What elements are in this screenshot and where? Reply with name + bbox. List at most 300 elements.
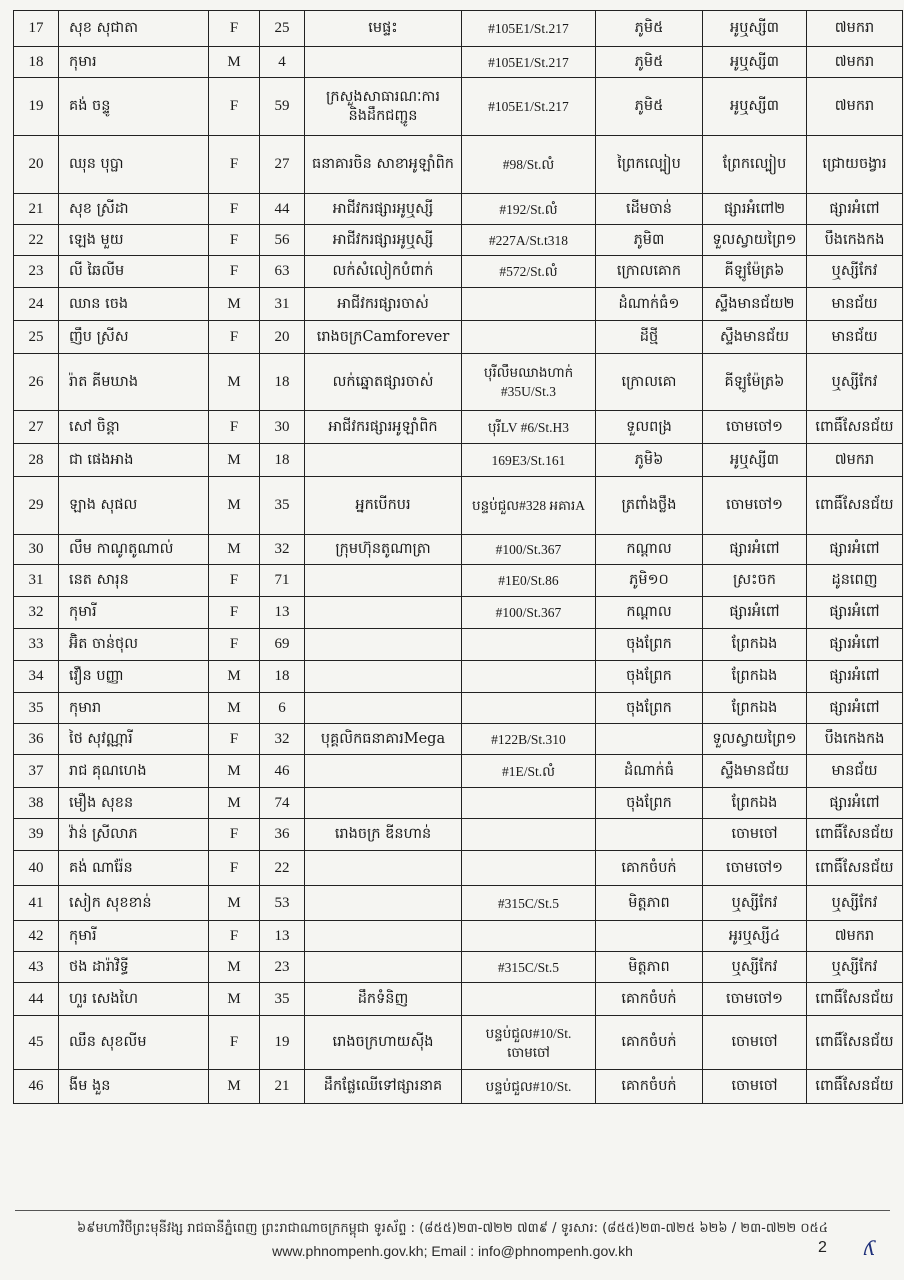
village-cell: គោកចំបក់ bbox=[596, 983, 703, 1016]
khan-cell: ពោធិ៍សែនជ័យ bbox=[807, 851, 903, 886]
occupation-cell bbox=[305, 597, 462, 629]
address-cell: #1E/St.លំ bbox=[462, 755, 596, 788]
address-cell bbox=[462, 661, 596, 693]
handwritten-initials: ʎ bbox=[864, 1236, 876, 1260]
age-cell: 36 bbox=[260, 819, 305, 851]
address-cell bbox=[462, 288, 596, 321]
khan-cell: ពោធិ៍សែនជ័យ bbox=[807, 1016, 903, 1070]
khan-cell: ផ្សារអំពៅ bbox=[807, 194, 903, 225]
sangkat-cell: ស្ទឹងមានជ័យ bbox=[703, 755, 807, 788]
row-number: 28 bbox=[14, 444, 59, 477]
age-cell: 27 bbox=[260, 136, 305, 194]
table-row bbox=[14, 321, 903, 354]
occupation-cell bbox=[305, 886, 462, 921]
khan-cell: ឬស្សីកែវ bbox=[807, 886, 903, 921]
table-row bbox=[14, 661, 903, 693]
village-cell bbox=[596, 921, 703, 952]
village-cell: កណ្តាល bbox=[596, 535, 703, 565]
address-cell: #105E1/St.217 bbox=[462, 47, 596, 78]
sangkat-cell: ចោមចៅ bbox=[703, 1070, 807, 1104]
name-cell: ថង ដារ៉ាវិទ្ធី bbox=[59, 952, 209, 983]
table-body bbox=[14, 11, 903, 1104]
khan-cell: មានជ័យ bbox=[807, 755, 903, 788]
table-row bbox=[14, 921, 903, 952]
occupation-cell: លក់ឆ្នោតផ្សារចាស់ bbox=[305, 354, 462, 411]
address-cell: #315C/St.5 bbox=[462, 886, 596, 921]
table-row bbox=[14, 819, 903, 851]
village-cell: ភូមិ៥ bbox=[596, 11, 703, 47]
khan-cell: ផ្សារអំពៅ bbox=[807, 661, 903, 693]
occupation-cell: រោងចក្រCamforever bbox=[305, 321, 462, 354]
row-number: 29 bbox=[14, 477, 59, 535]
village-cell: ភូមិ៣ bbox=[596, 225, 703, 256]
sangkat-cell: ចោមចៅ bbox=[703, 1016, 807, 1070]
name-cell: រ៉ាត គីមឃាង bbox=[59, 354, 209, 411]
occupation-cell: ធនាគារចិន សាខាអូឡាំពិក bbox=[305, 136, 462, 194]
sangkat-cell: ស្រះចក bbox=[703, 565, 807, 597]
address-cell: បន្ទប់ជួល#328 អគារA bbox=[462, 477, 596, 535]
name-cell: ជា ផេងអាង bbox=[59, 444, 209, 477]
address-cell: #572/St.លំ bbox=[462, 256, 596, 288]
row-number: 22 bbox=[14, 225, 59, 256]
age-cell: 18 bbox=[260, 354, 305, 411]
name-cell: សៅ ចិន្តា bbox=[59, 411, 209, 444]
occupation-cell: លក់សំលៀកបំពាក់ bbox=[305, 256, 462, 288]
row-number: 42 bbox=[14, 921, 59, 952]
sangkat-cell: ព្រែកឯង bbox=[703, 693, 807, 724]
khan-cell: ផ្សារអំពៅ bbox=[807, 597, 903, 629]
row-number: 17 bbox=[14, 11, 59, 47]
name-cell: លី ឆៃលីម bbox=[59, 256, 209, 288]
village-cell: ដីថ្មី bbox=[596, 321, 703, 354]
sex-cell: M bbox=[209, 47, 260, 78]
occupation-cell bbox=[305, 661, 462, 693]
name-cell: កុមារា bbox=[59, 693, 209, 724]
address-cell bbox=[462, 321, 596, 354]
name-cell: គង់ ណារ៉ែន bbox=[59, 851, 209, 886]
occupation-cell bbox=[305, 952, 462, 983]
address-cell: បន្ទប់ជួល#10/St. ចោមចៅ bbox=[462, 1016, 596, 1070]
sangkat-cell: ចោមចៅ១ bbox=[703, 851, 807, 886]
sex-cell: F bbox=[209, 11, 260, 47]
sangkat-cell: ឬស្សីកែវ bbox=[703, 886, 807, 921]
table-row bbox=[14, 886, 903, 921]
khan-cell: ផ្សារអំពៅ bbox=[807, 629, 903, 661]
age-cell: 63 bbox=[260, 256, 305, 288]
khan-cell: ពោធិ៍សែនជ័យ bbox=[807, 477, 903, 535]
name-cell: ឈាន ចេង bbox=[59, 288, 209, 321]
row-number: 37 bbox=[14, 755, 59, 788]
table-row bbox=[14, 1070, 903, 1104]
sex-cell: M bbox=[209, 444, 260, 477]
row-number: 27 bbox=[14, 411, 59, 444]
table-row bbox=[14, 629, 903, 661]
sangkat-cell: ព្រែកឯង bbox=[703, 788, 807, 819]
age-cell: 53 bbox=[260, 886, 305, 921]
row-number: 25 bbox=[14, 321, 59, 354]
name-cell: អ៊ិត ចាន់ថុល bbox=[59, 629, 209, 661]
village-cell: ភូមិ១០ bbox=[596, 565, 703, 597]
sex-cell: M bbox=[209, 952, 260, 983]
sex-cell: F bbox=[209, 851, 260, 886]
occupation-cell: អាជីវករផ្សារអូឬស្សី bbox=[305, 225, 462, 256]
address-cell: #227A/St.t318 bbox=[462, 225, 596, 256]
sex-cell: M bbox=[209, 886, 260, 921]
village-cell: ដំណាក់ធំ១ bbox=[596, 288, 703, 321]
address-cell bbox=[462, 693, 596, 724]
table-row bbox=[14, 851, 903, 886]
sex-cell: F bbox=[209, 321, 260, 354]
row-number: 39 bbox=[14, 819, 59, 851]
age-cell: 23 bbox=[260, 952, 305, 983]
sangkat-cell: អូរឬស្សី៤ bbox=[703, 921, 807, 952]
name-cell: ឡាង សុផល bbox=[59, 477, 209, 535]
khan-cell: ពោធិ៍សែនជ័យ bbox=[807, 983, 903, 1016]
sex-cell: M bbox=[209, 354, 260, 411]
village-cell: ចុងព្រែក bbox=[596, 788, 703, 819]
sangkat-cell: ផ្សារអំពៅ២ bbox=[703, 194, 807, 225]
sangkat-cell: ឬស្សីកែវ bbox=[703, 952, 807, 983]
row-number: 26 bbox=[14, 354, 59, 411]
sangkat-cell: អូឬស្សី៣ bbox=[703, 78, 807, 136]
age-cell: 30 bbox=[260, 411, 305, 444]
sex-cell: F bbox=[209, 629, 260, 661]
age-cell: 22 bbox=[260, 851, 305, 886]
village-cell: ទួលពង្រ bbox=[596, 411, 703, 444]
row-number: 18 bbox=[14, 47, 59, 78]
address-cell: #122B/St.310 bbox=[462, 724, 596, 755]
sangkat-cell: ផ្សារអំពៅ bbox=[703, 597, 807, 629]
age-cell: 69 bbox=[260, 629, 305, 661]
village-cell: មិត្តភាព bbox=[596, 952, 703, 983]
table-row bbox=[14, 411, 903, 444]
row-number: 24 bbox=[14, 288, 59, 321]
village-cell: ភូមិ៦ bbox=[596, 444, 703, 477]
table-row bbox=[14, 256, 903, 288]
row-number: 21 bbox=[14, 194, 59, 225]
sex-cell: M bbox=[209, 693, 260, 724]
name-cell: កុមារី bbox=[59, 597, 209, 629]
village-cell: ភូមិ៥ bbox=[596, 78, 703, 136]
name-cell: ញឹប ស្រីស bbox=[59, 321, 209, 354]
occupation-cell: មេផ្ទះ bbox=[305, 11, 462, 47]
village-cell: ដំណាក់ធំ bbox=[596, 755, 703, 788]
khan-cell: ពោធិ៍សែនជ័យ bbox=[807, 1070, 903, 1104]
khan-cell: ៧មករា bbox=[807, 444, 903, 477]
sangkat-cell: ទួលស្វាយព្រៃ១ bbox=[703, 225, 807, 256]
table-row bbox=[14, 194, 903, 225]
sex-cell: F bbox=[209, 136, 260, 194]
table-row bbox=[14, 952, 903, 983]
khan-cell: ៧មករា bbox=[807, 78, 903, 136]
age-cell: 4 bbox=[260, 47, 305, 78]
address-cell: #100/St.367 bbox=[462, 535, 596, 565]
age-cell: 18 bbox=[260, 444, 305, 477]
table-row bbox=[14, 477, 903, 535]
age-cell: 21 bbox=[260, 1070, 305, 1104]
name-cell: គង់ ចន្ទូ bbox=[59, 78, 209, 136]
row-number: 44 bbox=[14, 983, 59, 1016]
sex-cell: F bbox=[209, 921, 260, 952]
name-cell: ឈុន បុប្ផា bbox=[59, 136, 209, 194]
village-cell: គោកចំបក់ bbox=[596, 1016, 703, 1070]
khan-cell: ផ្សារអំពៅ bbox=[807, 788, 903, 819]
sangkat-cell: គីឡូម៉ែត្រ៦ bbox=[703, 256, 807, 288]
khan-cell: ដូនពេញ bbox=[807, 565, 903, 597]
occupation-cell bbox=[305, 788, 462, 819]
village-cell: ចុងព្រែក bbox=[596, 629, 703, 661]
sex-cell: F bbox=[209, 194, 260, 225]
row-number: 43 bbox=[14, 952, 59, 983]
sangkat-cell: ចោមចៅ១ bbox=[703, 477, 807, 535]
village-cell: ក្រោលគោ bbox=[596, 354, 703, 411]
address-cell: #105E1/St.217 bbox=[462, 11, 596, 47]
row-number: 45 bbox=[14, 1016, 59, 1070]
occupation-cell: អាជីវករផ្សារចាស់ bbox=[305, 288, 462, 321]
name-cell: មឿង សុខន bbox=[59, 788, 209, 819]
row-number: 33 bbox=[14, 629, 59, 661]
village-cell bbox=[596, 819, 703, 851]
address-cell: #105E1/St.217 bbox=[462, 78, 596, 136]
occupation-cell: បុគ្គលិកធនាគារMega bbox=[305, 724, 462, 755]
age-cell: 44 bbox=[260, 194, 305, 225]
sex-cell: F bbox=[209, 78, 260, 136]
occupation-cell: អាជីវករផ្សារអូឬស្សី bbox=[305, 194, 462, 225]
sex-cell: M bbox=[209, 983, 260, 1016]
sex-cell: M bbox=[209, 535, 260, 565]
age-cell: 13 bbox=[260, 921, 305, 952]
address-cell bbox=[462, 983, 596, 1016]
sex-cell: M bbox=[209, 661, 260, 693]
sangkat-cell: អូឬស្សី៣ bbox=[703, 444, 807, 477]
sex-cell: F bbox=[209, 411, 260, 444]
village-cell: ចុងព្រែក bbox=[596, 661, 703, 693]
name-cell: នេត សារុន bbox=[59, 565, 209, 597]
sex-cell: M bbox=[209, 755, 260, 788]
khan-cell: មានជ័យ bbox=[807, 321, 903, 354]
khan-cell: ពោធិ៍សែនជ័យ bbox=[807, 819, 903, 851]
village-cell: គោកចំបក់ bbox=[596, 851, 703, 886]
age-cell: 35 bbox=[260, 477, 305, 535]
row-number: 30 bbox=[14, 535, 59, 565]
khan-cell: ឬស្សីកែវ bbox=[807, 952, 903, 983]
sangkat-cell: អូឬស្សី៣ bbox=[703, 11, 807, 47]
village-cell: ចុងព្រែក bbox=[596, 693, 703, 724]
age-cell: 59 bbox=[260, 78, 305, 136]
table-row bbox=[14, 983, 903, 1016]
row-number: 40 bbox=[14, 851, 59, 886]
occupation-cell bbox=[305, 47, 462, 78]
name-cell: រាជ គុណហេង bbox=[59, 755, 209, 788]
age-cell: 32 bbox=[260, 724, 305, 755]
village-cell bbox=[596, 724, 703, 755]
khan-cell: ពោធិ៍សែនជ័យ bbox=[807, 411, 903, 444]
page-number: 2 bbox=[818, 1239, 827, 1256]
address-cell bbox=[462, 851, 596, 886]
age-cell: 20 bbox=[260, 321, 305, 354]
address-cell bbox=[462, 921, 596, 952]
sangkat-cell: គីឡូម៉ែត្រ៦ bbox=[703, 354, 807, 411]
sex-cell: F bbox=[209, 1016, 260, 1070]
row-number: 19 bbox=[14, 78, 59, 136]
village-cell: ត្រពាំងថ្លឹង bbox=[596, 477, 703, 535]
table-row bbox=[14, 354, 903, 411]
sangkat-cell: អូឬស្សី៣ bbox=[703, 47, 807, 78]
table-row bbox=[14, 1016, 903, 1070]
table-row bbox=[14, 788, 903, 819]
row-number: 20 bbox=[14, 136, 59, 194]
table-row bbox=[14, 11, 903, 47]
sex-cell: M bbox=[209, 477, 260, 535]
name-cell: ងីម ងួន bbox=[59, 1070, 209, 1104]
khan-cell: ឬស្សីកែវ bbox=[807, 354, 903, 411]
address-cell: #1E0/St.86 bbox=[462, 565, 596, 597]
sangkat-cell: ព្រែកល្បៀប bbox=[703, 136, 807, 194]
table-row bbox=[14, 597, 903, 629]
table-row bbox=[14, 535, 903, 565]
khan-cell: ៧មករា bbox=[807, 11, 903, 47]
age-cell: 32 bbox=[260, 535, 305, 565]
sex-cell: F bbox=[209, 597, 260, 629]
address-cell: បុរីLV #6/St.H3 bbox=[462, 411, 596, 444]
age-cell: 31 bbox=[260, 288, 305, 321]
name-cell: ឡេង មួយ bbox=[59, 225, 209, 256]
sex-cell: M bbox=[209, 288, 260, 321]
address-cell: បន្ទប់ជួល#10/St. bbox=[462, 1070, 596, 1104]
khan-cell: ផ្សារអំពៅ bbox=[807, 693, 903, 724]
sex-cell: F bbox=[209, 819, 260, 851]
row-number: 34 bbox=[14, 661, 59, 693]
sangkat-cell: ចោមចៅ១ bbox=[703, 411, 807, 444]
sangkat-cell: ស្ទឹងមានជ័យ២ bbox=[703, 288, 807, 321]
row-number: 23 bbox=[14, 256, 59, 288]
village-cell: ក្រោលគោក bbox=[596, 256, 703, 288]
khan-cell: ផ្សារអំពៅ bbox=[807, 535, 903, 565]
name-cell: ហួរ សេងហៃ bbox=[59, 983, 209, 1016]
age-cell: 35 bbox=[260, 983, 305, 1016]
age-cell: 13 bbox=[260, 597, 305, 629]
name-cell: កុមារ bbox=[59, 47, 209, 78]
table-row bbox=[14, 724, 903, 755]
age-cell: 6 bbox=[260, 693, 305, 724]
occupation-cell bbox=[305, 444, 462, 477]
name-cell: ថៃ សុវណ្ណារី bbox=[59, 724, 209, 755]
occupation-cell bbox=[305, 565, 462, 597]
table-row bbox=[14, 444, 903, 477]
occupation-cell: ដឹកទំនិញ bbox=[305, 983, 462, 1016]
age-cell: 19 bbox=[260, 1016, 305, 1070]
occupation-cell: អ្នកបើកបរ bbox=[305, 477, 462, 535]
name-cell: លឹម កាណូតូណាល់ bbox=[59, 535, 209, 565]
name-cell: កុមារី bbox=[59, 921, 209, 952]
address-cell bbox=[462, 819, 596, 851]
table-row bbox=[14, 225, 903, 256]
khan-cell: ៧មករា bbox=[807, 921, 903, 952]
footer-divider bbox=[15, 1210, 890, 1211]
sangkat-cell: ព្រែកឯង bbox=[703, 661, 807, 693]
table-row bbox=[14, 693, 903, 724]
row-number: 36 bbox=[14, 724, 59, 755]
occupation-cell: អាជីវករផ្សារអូឡាំពិក bbox=[305, 411, 462, 444]
name-cell: ឈឹន សុខលីម bbox=[59, 1016, 209, 1070]
table-row bbox=[14, 565, 903, 597]
village-cell: កណ្តាល bbox=[596, 597, 703, 629]
age-cell: 25 bbox=[260, 11, 305, 47]
footer-contact: www.phnompenh.gov.kh; Email : info@phnompenh.gov.kh bbox=[272, 1243, 633, 1259]
occupation-cell bbox=[305, 921, 462, 952]
table-row bbox=[14, 288, 903, 321]
sangkat-cell: ស្ទឹងមានជ័យ bbox=[703, 321, 807, 354]
name-cell: សុខ សុជាតា bbox=[59, 11, 209, 47]
address-cell bbox=[462, 788, 596, 819]
footer-address: ៦៩មហាវិថីព្រះមុនីវង្ស រាជធានីភ្នំពេញ ព្រះរាជាណាចក្រកម្ពុជា ទូរស័ព្ទ : (៨៥៥)២៣-៧២២ ៧៣៩ / ទូរសារ: (៨៥៥)២៣-៧២៥ ៦២៦ / ២៣-៧២២ ០៥៤ bbox=[77, 1221, 828, 1236]
khan-cell: ឬស្សីកែវ bbox=[807, 256, 903, 288]
address-cell: #98/St.លំ bbox=[462, 136, 596, 194]
occupation-cell bbox=[305, 629, 462, 661]
age-cell: 46 bbox=[260, 755, 305, 788]
row-number: 38 bbox=[14, 788, 59, 819]
row-number: 41 bbox=[14, 886, 59, 921]
sex-cell: F bbox=[209, 225, 260, 256]
row-number: 46 bbox=[14, 1070, 59, 1104]
occupation-cell bbox=[305, 755, 462, 788]
name-cell: សុខ ស្រីដា bbox=[59, 194, 209, 225]
khan-cell: ជ្រោយចង្វារ bbox=[807, 136, 903, 194]
sex-cell: M bbox=[209, 1070, 260, 1104]
table-row bbox=[14, 47, 903, 78]
occupation-cell: ក្រសួងសាធារណៈការ និងដឹកជញ្ជូន bbox=[305, 78, 462, 136]
row-number: 32 bbox=[14, 597, 59, 629]
sangkat-cell: ចោមចៅ១ bbox=[703, 983, 807, 1016]
village-cell: ព្រៃកល្បៀប bbox=[596, 136, 703, 194]
address-cell: #100/St.367 bbox=[462, 597, 596, 629]
address-cell: បុរីលឹមឈាងហាក់ #35U/St.3 bbox=[462, 354, 596, 411]
name-cell: សៀក សុខខាន់ bbox=[59, 886, 209, 921]
age-cell: 74 bbox=[260, 788, 305, 819]
sangkat-cell: ព្រែកឯង bbox=[703, 629, 807, 661]
khan-cell: ៧មករា bbox=[807, 47, 903, 78]
age-cell: 18 bbox=[260, 661, 305, 693]
address-cell bbox=[462, 629, 596, 661]
address-cell: #192/St.លំ bbox=[462, 194, 596, 225]
occupation-cell: ក្រុមហ៊ុនតូណាត្រា bbox=[305, 535, 462, 565]
occupation-cell: រោងចក្រ ឌីនហាន់ bbox=[305, 819, 462, 851]
village-cell: ដើមចាន់ bbox=[596, 194, 703, 225]
name-cell: វ៉ាន់ ស្រីលាភ bbox=[59, 819, 209, 851]
address-cell: 169E3/St.161 bbox=[462, 444, 596, 477]
table-row bbox=[14, 136, 903, 194]
khan-cell: បឹងកេងកង bbox=[807, 724, 903, 755]
occupation-cell: ដឹកផ្លែឈើទៅផ្សារនាគ bbox=[305, 1070, 462, 1104]
village-cell: គោកចំបក់ bbox=[596, 1070, 703, 1104]
sex-cell: F bbox=[209, 565, 260, 597]
village-cell: មិត្តភាព bbox=[596, 886, 703, 921]
occupation-cell bbox=[305, 693, 462, 724]
table-row bbox=[14, 78, 903, 136]
sangkat-cell: ផ្សារអំពៅ bbox=[703, 535, 807, 565]
occupation-cell: រោងចក្រហាយស៊ីង bbox=[305, 1016, 462, 1070]
age-cell: 56 bbox=[260, 225, 305, 256]
sangkat-cell: ចោមចៅ bbox=[703, 819, 807, 851]
case-records-table bbox=[13, 10, 903, 1104]
occupation-cell bbox=[305, 851, 462, 886]
table-row bbox=[14, 755, 903, 788]
address-cell: #315C/St.5 bbox=[462, 952, 596, 983]
row-number: 35 bbox=[14, 693, 59, 724]
sex-cell: M bbox=[209, 788, 260, 819]
khan-cell: បឹងកេងកង bbox=[807, 225, 903, 256]
name-cell: វឿន បញ្ញា bbox=[59, 661, 209, 693]
